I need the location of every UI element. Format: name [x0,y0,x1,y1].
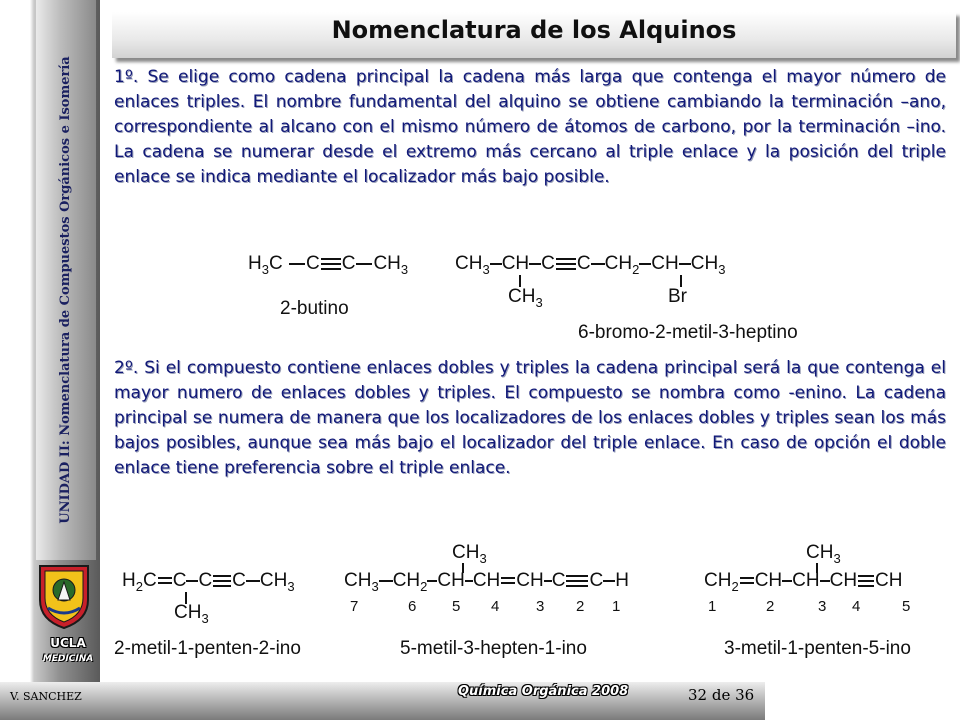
locant: 1 [612,598,621,615]
methyl-branch: $CH_3$ [174,602,209,626]
locant: 7 [350,598,359,615]
example-name-2-metil-1-penten-2-ino: 2-metil-1-penten-2-ino [114,638,301,659]
footer-author: V. SANCHEZ [10,690,82,703]
locant: 2 [766,598,775,615]
locant: 4 [852,598,861,615]
example-name-6-bromo-2-metil-3-heptino: 6-bromo-2-metil-3-heptino [578,322,798,343]
page-title: Nomenclatura de los Alquinos [331,16,737,44]
structure-3-metil-1-penten-5-ino: $CH_2$ CH CH CH CH [704,570,903,594]
logo-text: UCLA [50,636,86,650]
rule-1-text: 1º. Se elige como cadena principal la cadena más larga que contenga el mayor número de enlaces triples. El nombre fundamental del alquino se obtiene cambiando la terminación –ano, correspondiente al alcano con el mismo número de átomos de carbono, por la terminación –ino. La cadena se numerar desde el extremo más cercano al triple enlace y la posición del triple enlace se indica mediante el localizador más bajo posible. [114,67,946,187]
locant: 2 [576,598,585,615]
structure-6-bromo-2-metil-3-heptino: $CH_3$ CH C C $CH_2$ CH $CH_3$ [455,253,726,277]
locant: 6 [408,598,417,615]
example-name-5-metil-3-hepten-1-ino: 5-metil-3-hepten-1-ino [400,638,587,659]
methyl-branch: $CH_3$ [452,542,487,566]
rule-2-text: 2º. Si el compuesto contiene enlaces dobles y triples la cadena principal será la que contenga el mayor numero de enlaces dobles y triples. El compuesto se nombra como -enino. La cadena principal se numera de manera que los localizadores de los enlaces dobles y triples sean los más bajos posibles, aunque sea más bajo el localizador del triple enlace. En caso de opción el doble enlace tiene preferencia sobre el triple enlace. [114,358,946,478]
unit-title: UNIDAD II: Nomenclatura de Compuestos Orgánicos e Isomería [58,56,73,524]
locant: 5 [902,598,911,615]
example-name-3-metil-1-penten-5-ino: 3-metil-1-penten-5-ino [724,638,911,659]
logo-subtext: MEDICINA [42,654,94,664]
locant: 4 [491,598,500,615]
page-number: 32 de 36 [688,686,755,704]
footer-course: Química Orgánica 2008 [458,684,629,699]
example-name-2-butino: 2-butino [280,298,349,319]
ucla-medicina-logo-icon [34,560,94,630]
locant: 5 [452,598,461,615]
footer-bar [0,682,765,720]
structure-2-metil-1-penten-2-ino: $H_2C$ C C C $CH_3$ [122,570,295,594]
locant: 3 [536,598,545,615]
structure-5-metil-3-hepten-1-ino: $CH_3$ $CH_2$ CH CH CH C C H [344,570,629,594]
locant: 3 [818,598,827,615]
methyl-branch: $CH_3$ [806,542,841,566]
locant: 1 [708,598,717,615]
structure-2-butino: $H_3C$ C C $CH_3$ [248,253,409,277]
bromo-branch: Br [668,286,687,307]
methyl-branch: $CH_3$ [508,286,543,310]
